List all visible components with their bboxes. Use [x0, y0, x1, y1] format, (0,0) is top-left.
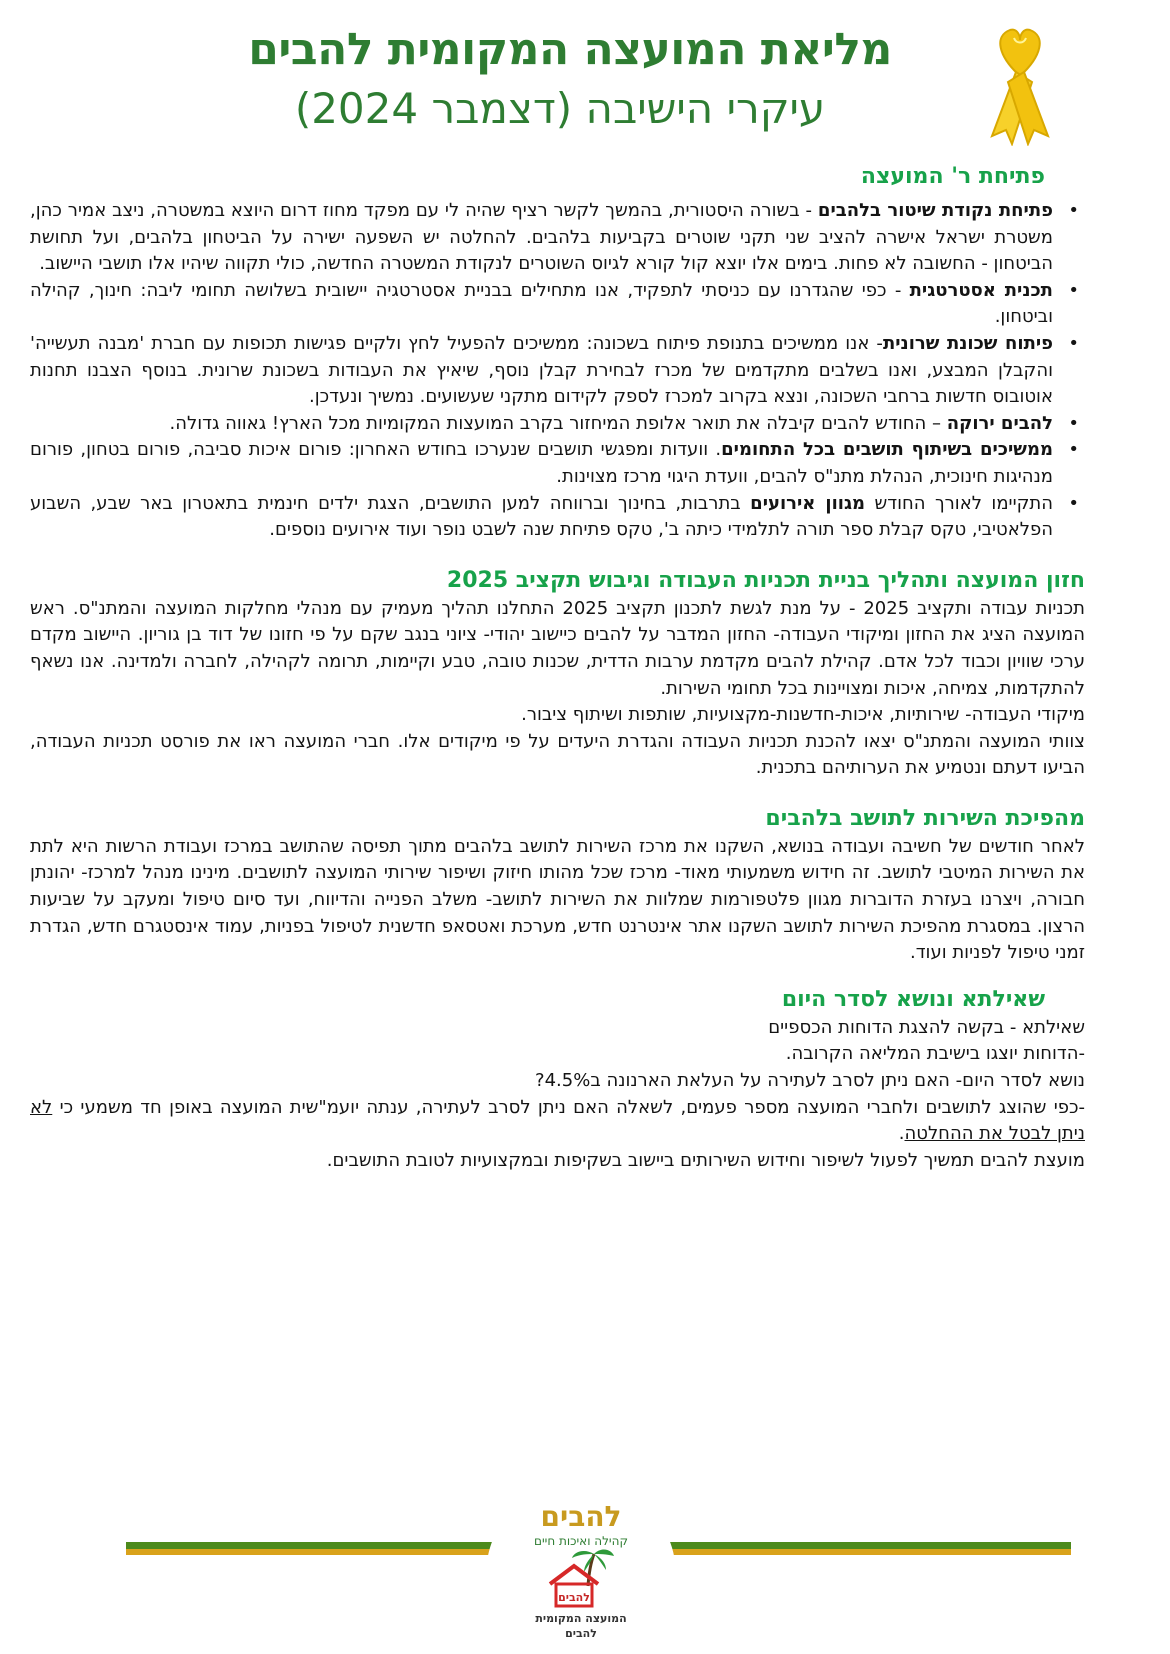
logo-org-line1: המועצה המקומית [535, 1612, 627, 1625]
agenda-answer-text: -כפי שהוצג לתושבים ולחברי המועצה מספר פעמים, לשאלה האם ניתן לסרב לעתירה, ענתה יועמ"שית המועצה באופן חד משמעי כי [59, 1096, 1085, 1118]
agenda-item-line: נושא לסדר היום- האם ניתן לסרב לעתירה על העלאת הארנונה ב4.5%? [535, 1070, 1085, 1092]
agenda-answer-end: . [898, 1123, 905, 1145]
bullet-item [30, 278, 1063, 331]
bullet-item [30, 331, 1063, 411]
bullet-item [30, 198, 1063, 278]
bullet-bold: להבים ירוקה [946, 412, 1053, 434]
bullet-bold: מגוון אירועים [750, 492, 866, 514]
service-paragraph: לאחר חודשים של חשיבה ועבודה בנושא, השקנו את מרכז השירות לתושב בלהבים מתוך תפיסה שהתושב במרכז ועבודת הרשות היא לתת את השירות המיטבי לתושב. זה חידוש משמעותי מאוד- מרכז שכל מהותו חיזוק ושיפור שירותי המועצה לתושבים. מינינו מנהל למרכז- יהונתן חבורה, ויצרנו בעזרת הדוברות מגוון פלטפורמות שמלוות את השירות לתושב- משלב הפנייה והדיווח, ועד סיום טיפול ומעקב על שביעות הרצון. במסגרת מהפיכת השירות לתושב השקנו אתר אינטרנט חדש, מערכת ואטסאפ חדשנית לטיפול בפניות, עמוד אינסטגרם חדש, הגדרת זמני טיפול לפניות ועוד. [30, 835, 1085, 964]
council-logo [486, 1480, 676, 1654]
section-council-head-opening-title: פתיחת ר' המועצה [860, 164, 1045, 189]
section-vision-title: חזון המועצה ותהליך בניית תכניות העבודה וגיבוש תקציב 2025 [446, 567, 1085, 593]
agenda-answer-underlined: לא ניתן לבטל את ההחלטה [30, 1096, 1085, 1145]
logo-house-text: להבים [558, 1591, 590, 1604]
logo-tagline: קהילה ואיכות חיים [534, 1534, 628, 1548]
bullet-text: בתרבות, בחינוך וברווחה למען התושבים, הצגת ילדים חינמית בתאטרון באר שבע, השבוע הפלאטיבי, טקס קבלת ספר תורה לתלמידי כיתה ב', טקס פתיחת שנה לשבט נופר ועוד אירועים נוספים. [30, 492, 1053, 541]
page-footer [126, 1480, 1071, 1654]
page-header [0, 14, 1170, 144]
bullet-text: - אנו ממשיכים בתנופת פיתוח בשכונה: ממשיכים להפעיל לחץ ולקיים פגישות תכופות עם חברת 'מבנה תעשייה' והקבלן המבצע, ואנו בשלבים מתקדמים של מכרז לבחירת קבלן נוסף, שיאיץ את העבודות בשכונת שרונית. בנוסף הצבנו תחנות אוטובוס חדשות ברחבי השכונה, ונצא בקרוב למכרז לספק לקידום מתקני שעשועים. נמשיך ונעדכן. [30, 332, 1053, 408]
logo-name: להבים [540, 1500, 622, 1533]
bullet-item [30, 491, 1063, 544]
bullet-bold: פתיחת נקודת שיטור בלהבים [817, 200, 1053, 221]
query-line: שאילתא - בקשה להצגת הדוחות הכספיים [768, 1016, 1085, 1038]
house-palm-icon [544, 1546, 618, 1610]
bullet-text: - בשורה היסטורית, בהמשך לקשר רציף שהיה לי עם מפקד מחוז דרום היוצא במשטרה, ניצב אמיר כהן, משטרת ישראל אישרה להציב שני תקני שוטרים בקביעות בלהבים. להחלטה יש השפעה ישירה על הביטחון בלהבים, ועל תחושת הביטחון - החשובה לא פחות. בימים אלו יוצא קול קורא לגיוס השוטרים לנקודת המשטרה החדשה, כולי תקווה שיהיו אלו תושבי היישוב. [30, 200, 1053, 275]
bullet-text: - כפי שהגדרנו עם כניסתי לתפקיד, אנו מתחילים בבניית אסטרטגיה יישובית בשלושה תחומי ליבה: חינוך, קהילה וביטחון. [30, 279, 1053, 328]
page-title: מליאת המועצה המקומית להבים [248, 24, 892, 75]
agenda-answer-paragraph [30, 1095, 1085, 1148]
bullet-bold: ממשיכים בשיתוף תושבים בכל התחומים [721, 439, 1053, 461]
section-query-title: שאילתא ונושא לסדר היום [781, 986, 1045, 1012]
logo-org-line2: להבים [565, 1627, 597, 1640]
bullet-item [30, 437, 1063, 490]
logo-org-name [486, 1611, 676, 1641]
page-subtitle: עיקרי הישיבה (דצמבר 2024) [294, 84, 826, 133]
section-service-title: מהפיכת השירות לתושב בלהבים [765, 805, 1085, 831]
vision-teams-paragraph: צוותי המועצה והמתנ"ס יצאו להכנת תכניות העבודה והגדרת היעדים על פי מיקודים אלו. חברי המועצה ראו את פורסט תכניות העבודה, הביעו דעתם ונטמיע את הערותיהם בתכנית. [30, 730, 1085, 779]
vision-paragraph: תכניות עבודה ותקציב 2025 - על מנת לגשת לתכנון תקציב 2025 התחלנו תהליך מעמיק עם מנהלי מחלקות המועצה והמתנ"ס. ראש המועצה הציג את החזון ומיקודי העבודה- החזון המדבר על להבים כיישוב יהודי- ציוני בנגב שקם על פי חזונו של דוד בן גוריון. היישוב מקדם ערכי שוויון וכבוד לכל אדם. קהילת להבים מקדמת ערבות הדדית, שכנות טובה, טבע וקיימות, תרומה לקהילה, לחברה ולמדינה. אנו נשאף להתקדמות, צמיחה, איכות ומצויינות בכל תחומי השירות. [30, 597, 1085, 699]
council-head-bullets [30, 198, 1085, 544]
yellow-ribbon-icon [980, 26, 1060, 146]
bullet-text: – החודש להבים קיבלה את תואר אלופת המיחזור בקרב המועצות המקומיות מכל הארץ! גאווה גדולה. [169, 412, 947, 434]
main-content [30, 162, 1085, 1174]
query-answer-line: -הדוחות יוצגו בישיבת המליאה הקרובה. [785, 1043, 1085, 1065]
bullet-bold: תכנית אסטרטגית [909, 279, 1053, 301]
bullet-bold: פיתוח שכונת שרונית [882, 332, 1054, 354]
bullet-item [30, 411, 1063, 438]
vision-focus-line: מיקודי העבודה- שירותיות, איכות-חדשנות-מקצועיות, שותפות ושיתוף ציבור. [521, 704, 1085, 726]
closing-paragraph: מועצת להבים תמשיך לפעול לשיפור וחידוש השירותים ביישוב בשקיפות ובמקצועיות לטובת התושבים. [326, 1149, 1085, 1171]
bullet-pre: התקיימו לאורך החודש [865, 492, 1053, 514]
bullet-text: . וועדות ומפגשי תושבים שנערכו בחודש האחרון: פורום איכות סביבה, פורום בטחון, פורום מנהיגות חינוכית, הנהלת מתנ"ס להבים, וועדת היגוי מרכז מצוינות. [30, 439, 1053, 487]
